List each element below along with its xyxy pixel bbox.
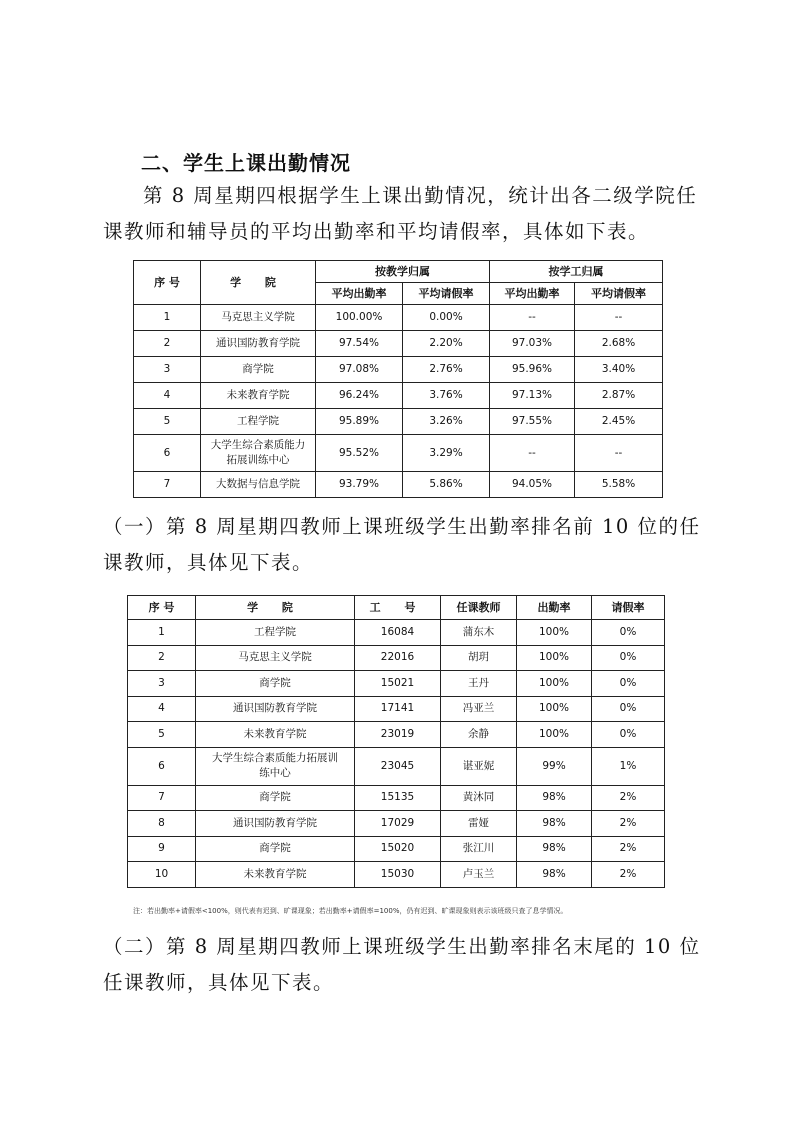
cell-att: 100% <box>517 645 592 671</box>
header-group-student: 按学工归属 <box>490 261 663 283</box>
cell-att: 98% <box>517 836 592 862</box>
cell-teacher: 余静 <box>441 722 517 748</box>
table-row <box>134 383 663 409</box>
cell-no: 6 <box>128 747 196 785</box>
cell-leave: 1% <box>592 747 665 785</box>
cell-stu-att: 97.03% <box>490 331 575 357</box>
cell-college: 商学院 <box>201 357 316 383</box>
header-college: 学 院 <box>196 596 355 620</box>
cell-teacher: 谌亚妮 <box>441 747 517 785</box>
cell-teacher: 张江川 <box>441 836 517 862</box>
cell-no: 1 <box>134 305 201 331</box>
cell-stu-leave: 2.45% <box>575 409 663 435</box>
cell-leave: 0% <box>592 722 665 748</box>
cell-leave: 2% <box>592 862 665 888</box>
cell-leave: 0% <box>592 645 665 671</box>
cell-att: 100% <box>517 696 592 722</box>
cell-id: 22016 <box>355 645 441 671</box>
cell-leave: 2% <box>592 785 665 811</box>
cell-no: 3 <box>128 671 196 697</box>
cell-college: 通识国防教育学院 <box>196 696 355 722</box>
cell-college: 未来教育学院 <box>196 722 355 748</box>
table-row <box>128 696 665 722</box>
cell-teach-leave: 3.76% <box>403 383 490 409</box>
header-teach-leave: 平均请假率 <box>403 283 490 305</box>
header-teach-attendance: 平均出勤率 <box>316 283 403 305</box>
header-college: 学 院 <box>201 261 316 305</box>
cell-id: 15135 <box>355 785 441 811</box>
cell-no: 8 <box>128 811 196 837</box>
cell-att: 100% <box>517 620 592 646</box>
header-staff-id: 工 号 <box>355 596 441 620</box>
header-index: 序 号 <box>134 261 201 305</box>
cell-no: 4 <box>134 383 201 409</box>
cell-att: 98% <box>517 785 592 811</box>
cell-teach-leave: 3.29% <box>403 435 490 472</box>
cell-no: 9 <box>128 836 196 862</box>
cell-teach-leave: 3.26% <box>403 409 490 435</box>
cell-stu-leave: -- <box>575 305 663 331</box>
table-row <box>134 357 663 383</box>
cell-leave: 2% <box>592 836 665 862</box>
cell-no: 7 <box>128 785 196 811</box>
cell-college <box>201 435 316 472</box>
cell-stu-leave: 2.87% <box>575 383 663 409</box>
header-index: 序 号 <box>128 596 196 620</box>
cell-no: 6 <box>134 435 201 472</box>
table-row <box>128 671 665 697</box>
cell-college: 马克思主义学院 <box>196 645 355 671</box>
cell-stu-leave: 5.58% <box>575 472 663 498</box>
cell-stu-att: 97.13% <box>490 383 575 409</box>
cell-no: 4 <box>128 696 196 722</box>
cell-teach-att: 96.24% <box>316 383 403 409</box>
header-stu-attendance: 平均出勤率 <box>490 283 575 305</box>
cell-leave: 0% <box>592 671 665 697</box>
college-line-2: 拓展训练中心 <box>226 454 290 466</box>
intro-paragraph: 第 8 周星期四根据学生上课出勤情况，统计出各二级学院任课教师和辅导员的平均出勤率和平均请假率，具体如下表。 <box>103 184 698 243</box>
table-row <box>134 409 663 435</box>
cell-teach-leave: 2.20% <box>403 331 490 357</box>
cell-college: 未来教育学院 <box>196 862 355 888</box>
header-leave: 请假率 <box>592 596 665 620</box>
cell-teach-att: 95.52% <box>316 435 403 472</box>
cell-college: 马克思主义学院 <box>201 305 316 331</box>
cell-no: 5 <box>128 722 196 748</box>
table-row <box>128 645 665 671</box>
cell-no: 7 <box>134 472 201 498</box>
cell-teach-att: 97.54% <box>316 331 403 357</box>
cell-college: 通识国防教育学院 <box>201 331 316 357</box>
top-teachers-table <box>127 595 665 888</box>
cell-no: 2 <box>128 645 196 671</box>
cell-teach-leave: 2.76% <box>403 357 490 383</box>
cell-teach-leave: 5.86% <box>403 472 490 498</box>
cell-no: 10 <box>128 862 196 888</box>
cell-college: 商学院 <box>196 836 355 862</box>
table-row <box>128 862 665 888</box>
table-row <box>128 811 665 837</box>
cell-college: 通识国防教育学院 <box>196 811 355 837</box>
cell-college: 工程学院 <box>201 409 316 435</box>
cell-college: 大数据与信息学院 <box>201 472 316 498</box>
cell-teacher: 蒲东木 <box>441 620 517 646</box>
header-attendance: 出勤率 <box>517 596 592 620</box>
cell-stu-leave: 2.68% <box>575 331 663 357</box>
cell-teacher: 王丹 <box>441 671 517 697</box>
cell-teach-att: 100.00% <box>316 305 403 331</box>
header-group-teaching: 按教学归属 <box>316 261 490 283</box>
cell-leave: 2% <box>592 811 665 837</box>
table-row <box>128 722 665 748</box>
cell-att: 99% <box>517 747 592 785</box>
table-row <box>134 435 663 472</box>
cell-college: 商学院 <box>196 671 355 697</box>
footnote: 注：若出勤率+请假率<100%，则代表有迟到、旷课现象；若出勤率+请假率=100%，仍有迟到、旷课现象则表示该班级只查了息学情况。 <box>133 907 568 915</box>
cell-id: 23045 <box>355 747 441 785</box>
section2-paragraph: （二）第 8 周星期四教师上课班级学生出勤率排名末尾的 10 位任课教师，具体见下表。 <box>103 935 701 994</box>
header-stu-leave: 平均请假率 <box>575 283 663 305</box>
cell-teach-leave: 0.00% <box>403 305 490 331</box>
section1-paragraph: （一）第 8 周星期四教师上课班级学生出勤率排名前 10 位的任课教师，具体见下表。 <box>103 515 701 574</box>
cell-id: 15020 <box>355 836 441 862</box>
cell-teacher: 卢玉兰 <box>441 862 517 888</box>
cell-no: 2 <box>134 331 201 357</box>
cell-teacher: 冯亚兰 <box>441 696 517 722</box>
cell-att: 100% <box>517 671 592 697</box>
cell-id: 23019 <box>355 722 441 748</box>
section-heading: 二、学生上课出勤情况 <box>141 151 351 175</box>
cell-id: 16084 <box>355 620 441 646</box>
cell-teach-att: 95.89% <box>316 409 403 435</box>
table-row <box>134 472 663 498</box>
cell-id: 17141 <box>355 696 441 722</box>
cell-no: 1 <box>128 620 196 646</box>
cell-stu-att: -- <box>490 435 575 472</box>
college-attendance-table <box>133 260 663 498</box>
cell-no: 3 <box>134 357 201 383</box>
cell-id: 15021 <box>355 671 441 697</box>
cell-teach-att: 97.08% <box>316 357 403 383</box>
cell-teacher: 雷娅 <box>441 811 517 837</box>
cell-stu-att: 95.96% <box>490 357 575 383</box>
cell-att: 98% <box>517 811 592 837</box>
cell-att: 98% <box>517 862 592 888</box>
cell-id: 15030 <box>355 862 441 888</box>
table-row <box>128 747 665 785</box>
table-row <box>128 785 665 811</box>
cell-stu-leave: -- <box>575 435 663 472</box>
cell-stu-leave: 3.40% <box>575 357 663 383</box>
cell-teach-att: 93.79% <box>316 472 403 498</box>
cell-teacher: 黄沐同 <box>441 785 517 811</box>
table-row <box>134 331 663 357</box>
table-row <box>128 620 665 646</box>
cell-id: 17029 <box>355 811 441 837</box>
cell-stu-att: 94.05% <box>490 472 575 498</box>
college-line-2: 练中心 <box>259 767 291 779</box>
college-line-1: 大学生综合素质能力 <box>210 439 306 451</box>
table-row <box>128 836 665 862</box>
cell-college: 商学院 <box>196 785 355 811</box>
college-line-1: 大学生综合素质能力拓展训 <box>212 752 338 764</box>
cell-college: 未来教育学院 <box>201 383 316 409</box>
header-teacher: 任课教师 <box>441 596 517 620</box>
cell-no: 5 <box>134 409 201 435</box>
cell-college: 工程学院 <box>196 620 355 646</box>
cell-att: 100% <box>517 722 592 748</box>
cell-stu-att: 97.55% <box>490 409 575 435</box>
table-row <box>134 305 663 331</box>
cell-leave: 0% <box>592 620 665 646</box>
cell-teacher: 胡玥 <box>441 645 517 671</box>
cell-leave: 0% <box>592 696 665 722</box>
cell-college <box>196 747 355 785</box>
cell-stu-att: -- <box>490 305 575 331</box>
